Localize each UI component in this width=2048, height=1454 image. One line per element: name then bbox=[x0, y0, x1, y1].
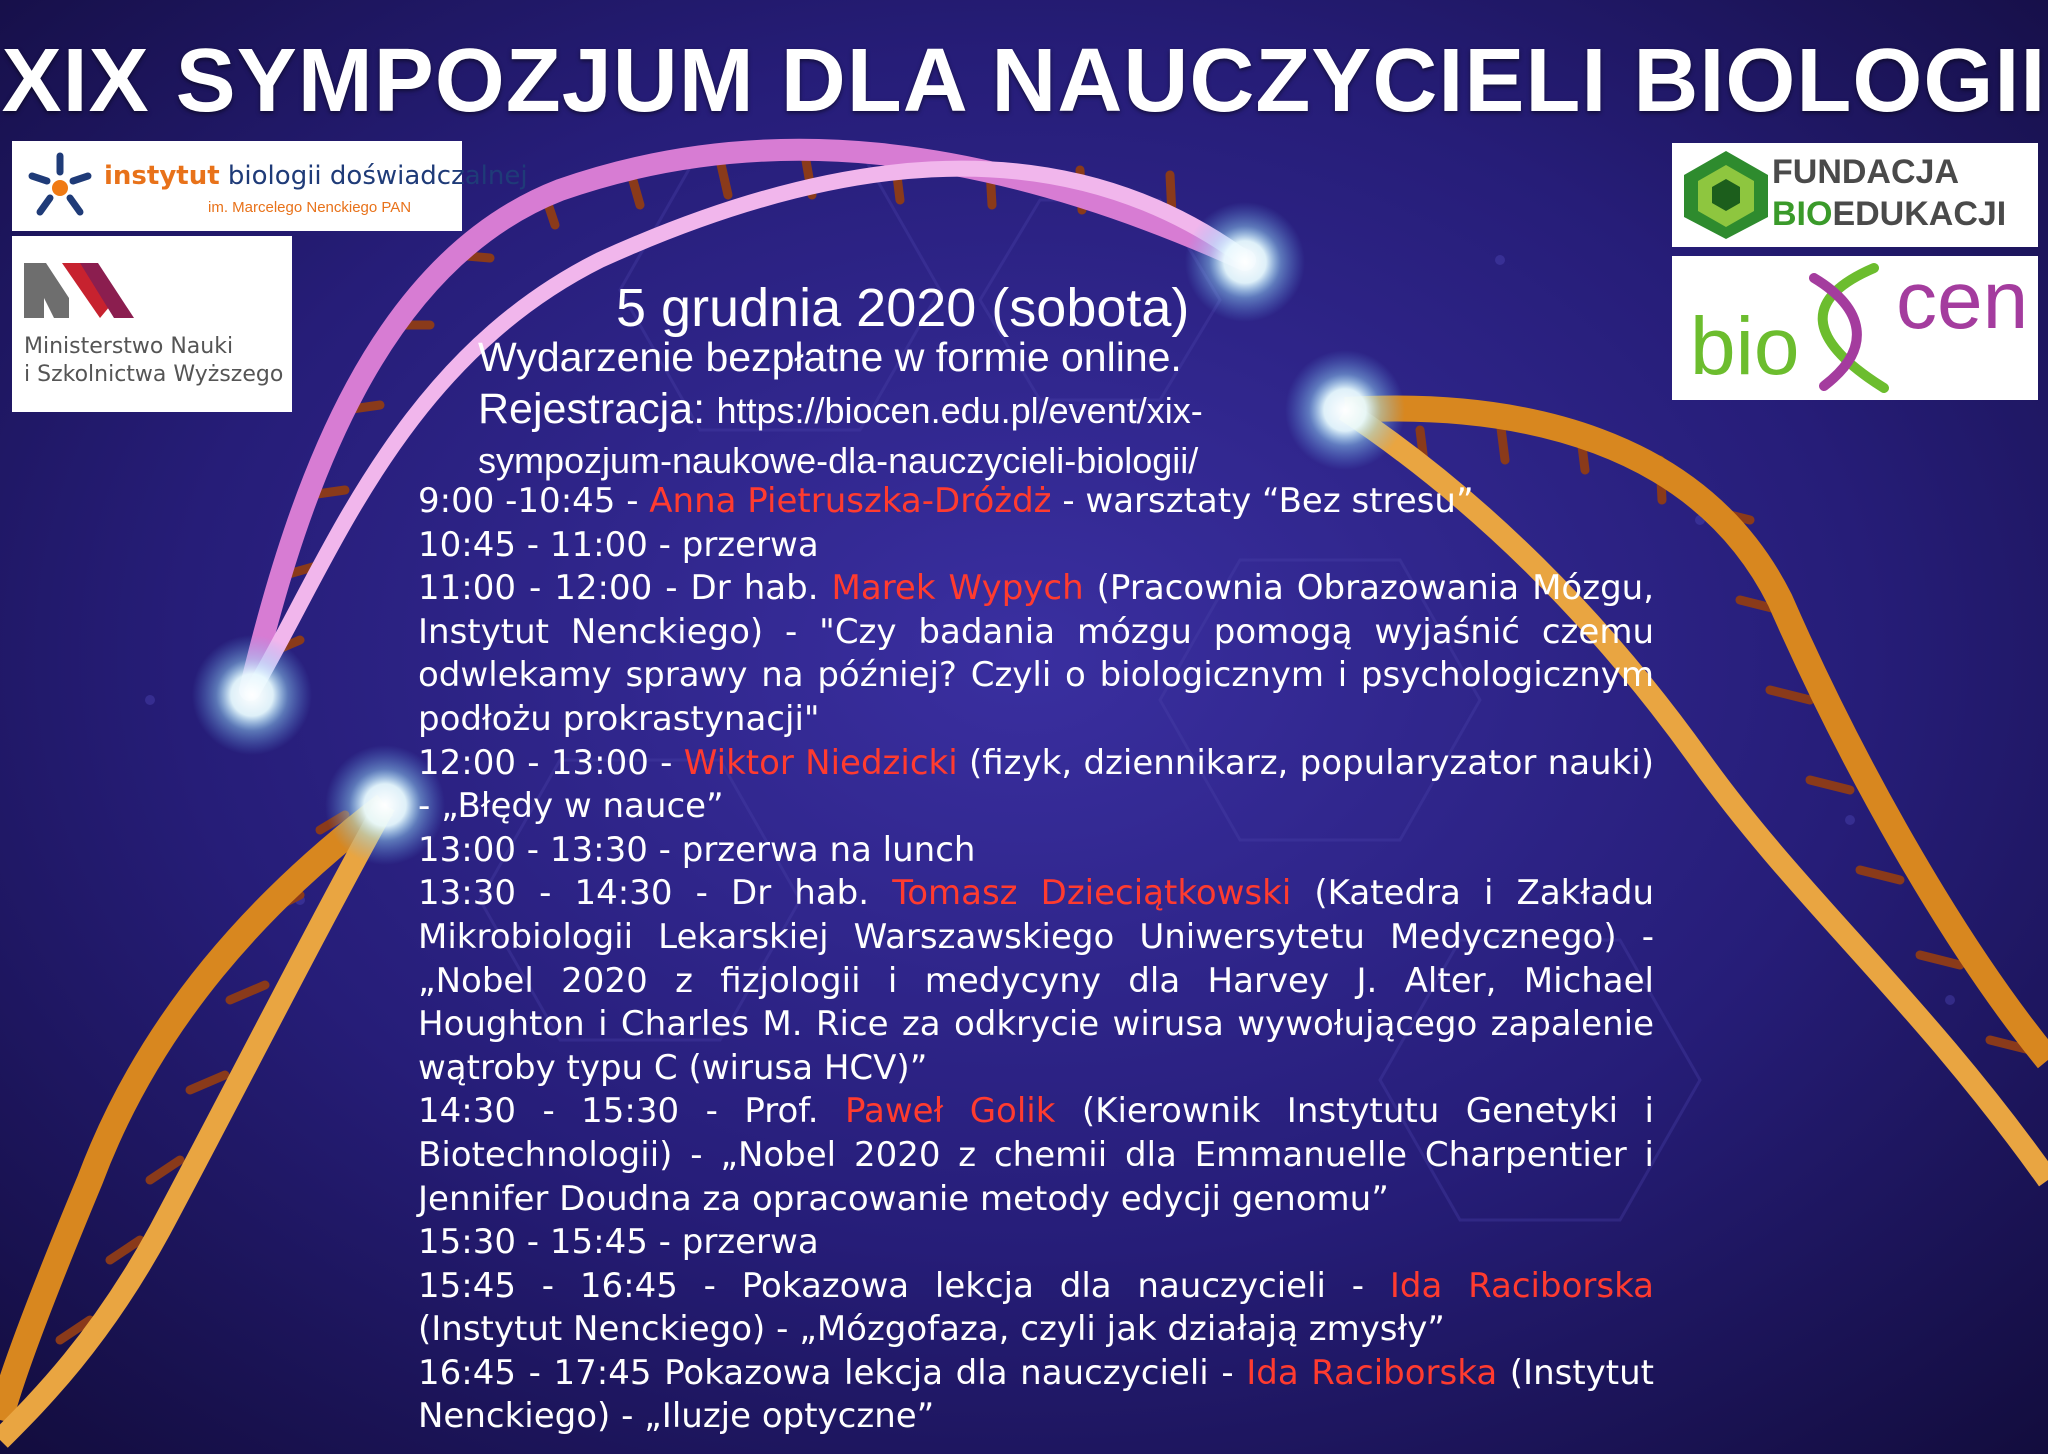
schedule-time: 12:00 - 13:00 - bbox=[418, 742, 684, 783]
schedule-item bbox=[418, 1265, 1654, 1352]
page-title: XIX SYMPOZJUM DLA NAUCZYCIELI BIOLOGII bbox=[1, 31, 2047, 131]
schedule-time: 9:00 -10:45 - bbox=[418, 481, 650, 521]
schedule-item bbox=[418, 1221, 1654, 1265]
fundacja-bio: BIO bbox=[1772, 195, 1833, 233]
schedule-time: 13:00 - 13:30 - przerwa na lunch bbox=[418, 829, 976, 870]
schedule-item bbox=[418, 1090, 1654, 1221]
ministry-line-2: i Szkolnictwa Wyższego bbox=[24, 362, 284, 387]
speaker-name: Ida Raciborska bbox=[1389, 1265, 1654, 1306]
schedule-time: 16:45 - 17:45 Pokazowa lekcja dla nauczycieli - bbox=[418, 1352, 1247, 1393]
schedule-item bbox=[418, 480, 1654, 524]
registration-url-part-1[interactable]: https://biocen.edu.pl/event/xix- bbox=[716, 390, 1203, 431]
schedule-description: (Instytut Nenckiego) - „Mózgofaza, czyli jak działają zmysły” bbox=[418, 1309, 1445, 1350]
speaker-name: Ida Raciborska bbox=[1246, 1352, 1498, 1393]
schedule-time: 15:30 - 15:45 - przerwa bbox=[418, 1222, 819, 1263]
schedule-item bbox=[418, 1352, 1654, 1439]
biocen-cen: cen bbox=[1896, 255, 2029, 346]
speaker-name: Paweł Golik bbox=[845, 1091, 1056, 1132]
registration-url-part-2[interactable]: sympozjum-naukowe-dla-nauczycieli-biologii/ bbox=[478, 440, 1199, 481]
ibd-emblem-icon bbox=[20, 146, 100, 226]
schedule-description: - warsztaty “Bez stresu” bbox=[1051, 481, 1474, 521]
ministry-emblem-icon bbox=[24, 258, 134, 318]
schedule-time: 13:30 - 14:30 - Dr hab. bbox=[418, 873, 893, 914]
schedule-item bbox=[418, 742, 1654, 829]
schedule-description: (Pracownia Obrazowania Mózgu, Instytut Nenckiego) - "Czy badania mózgu pomogą wyjaśnić czemu odwlekamy sprawy na później? Czyli o biologicznym i psychologicznym podłożu prokrastynacji" bbox=[418, 568, 1655, 739]
ministry-logo bbox=[12, 236, 292, 412]
speaker-name: Wiktor Niedzicki bbox=[683, 742, 958, 783]
schedule-description: (fizyk, dziennikarz, popularyzator nauki) - „Błędy w nauce” bbox=[418, 742, 1654, 827]
biocen-helix-icon bbox=[1784, 258, 1904, 398]
registration-label: Rejestracja: bbox=[478, 385, 706, 433]
schedule-item bbox=[418, 872, 1654, 1090]
schedule-time: 14:30 - 15:30 - Prof. bbox=[418, 1091, 846, 1132]
speaker-name: Anna Pietruszka-Dróżdż bbox=[649, 481, 1052, 521]
fundacja-line-1: FUNDACJA bbox=[1772, 153, 1959, 191]
biocen-bio: bio bbox=[1690, 301, 1800, 392]
schedule-description: (Instytut Nenckiego) - „Iluzje optyczne” bbox=[418, 1352, 1654, 1437]
ibd-word-rest: biologii doświadczalnej bbox=[227, 161, 528, 191]
schedule bbox=[418, 480, 1654, 1439]
schedule-item bbox=[418, 567, 1654, 741]
event-free-notice: Wydarzenie bezpłatne w formie online. bbox=[478, 334, 1182, 380]
speaker-name: Tomasz Dzieciątkowski bbox=[892, 873, 1292, 914]
schedule-item bbox=[418, 829, 1654, 873]
registration-line bbox=[478, 386, 1203, 434]
ibd-subtitle: im. Marcelego Nenckiego PAN bbox=[208, 199, 412, 216]
speaker-name: Marek Wypych bbox=[831, 568, 1084, 609]
schedule-time: 11:00 - 12:00 - Dr hab. bbox=[418, 568, 832, 609]
event-date: 5 grudnia 2020 (sobota) bbox=[616, 278, 1190, 338]
schedule-time: 15:45 - 16:45 - Pokazowa lekcja dla nauczycieli - bbox=[418, 1265, 1390, 1306]
schedule-description: (Katedra i Zakładu Mikrobiologii Lekarskiej Warszawskiego Uniwersytetu Medycznego) - „Nobel 2020 z fizjologii i medycyny dla Harvey J. Alter, Michael Houghton i Charles M. Rice za odkrycie wirusa wywołującego zapalenie wątroby typu C (wirusa HCV)” bbox=[418, 873, 1654, 1088]
ibd-word-instytut: instytut bbox=[104, 161, 220, 191]
fundacja-edukacji: EDUKACJI bbox=[1832, 195, 2007, 233]
biocen-logo bbox=[1672, 256, 2038, 400]
ministry-line-1: Ministerstwo Nauki bbox=[24, 334, 234, 359]
fundacja-emblem-icon bbox=[1676, 147, 1776, 243]
schedule-time: 10:45 - 11:00 - przerwa bbox=[418, 524, 819, 565]
schedule-description: (Kierownik Instytutu Genetyki i Biotechnologii) - „Nobel 2020 z chemii dla Emmanuelle Charpentier i Jennifer Doudna za opracowanie metody edycji genomu” bbox=[418, 1091, 1654, 1219]
ibd-logo bbox=[12, 141, 528, 231]
fundacja-logo bbox=[1672, 143, 2038, 247]
schedule-item bbox=[418, 524, 1654, 568]
